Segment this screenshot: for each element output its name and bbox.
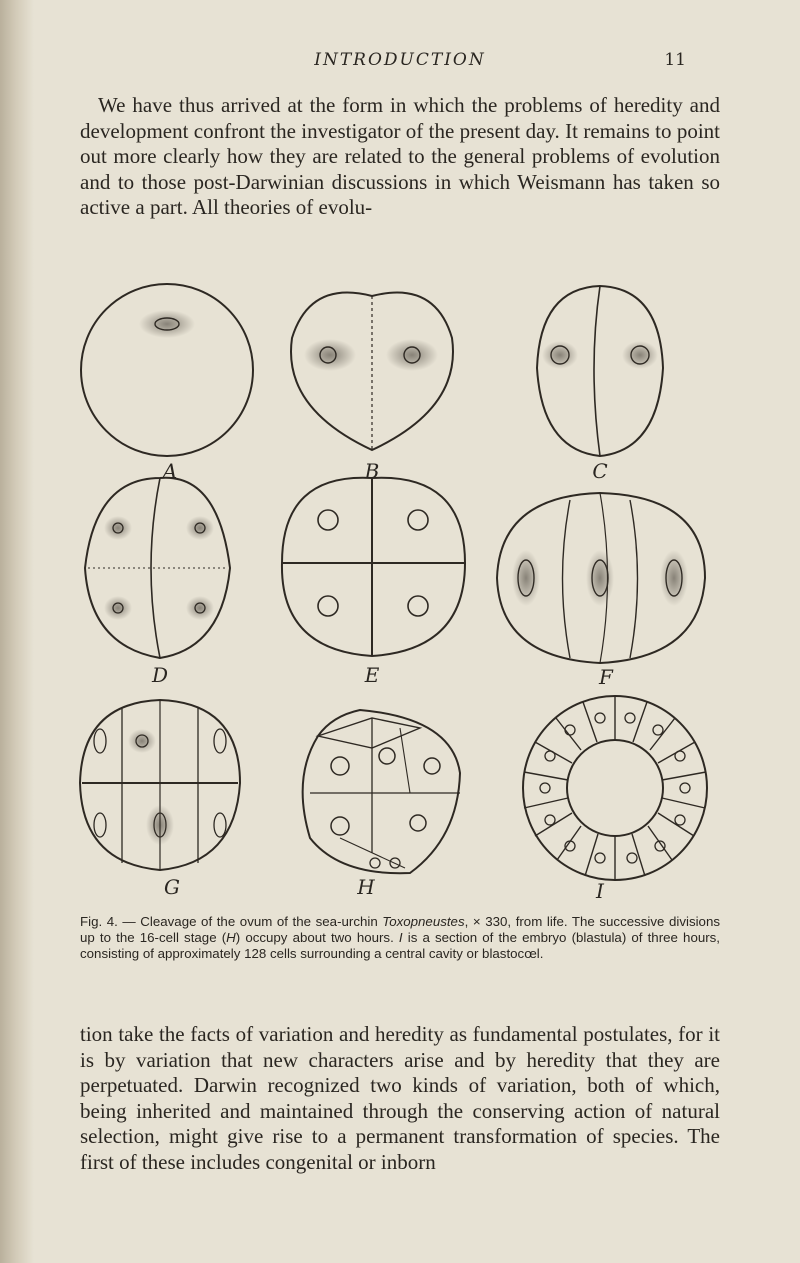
figure-caption — [80, 914, 720, 962]
panel-i-drawing — [523, 696, 707, 880]
caption-text-4: is a section of the embryo (blastula) of three hours, consisting of approximately 128 cells surrounding a central cavity or blastocœl. — [80, 930, 721, 961]
page-edge-shadow — [0, 0, 34, 1263]
caption-ref-h: H — [226, 930, 236, 945]
caption-species: Toxopneustes — [382, 914, 465, 929]
caption-text-2: , × 330, from life. The successive divisions up to the 16-cell stage ( — [80, 914, 720, 945]
panel-label-g: G — [164, 875, 180, 899]
panel-label-a: A — [162, 459, 178, 483]
panel-h-drawing — [303, 710, 460, 873]
panel-d-drawing — [85, 478, 230, 658]
panel-c-drawing — [537, 286, 663, 456]
paragraph-top: We have thus arrived at the form in which the problems of heredity and development confront the investigator of the present day. It remains to point out more clearly how they are related to the general problems of evolution and to those post-Darwinian discussions in which Weismann has taken so active a part. All theories of evolu- — [80, 93, 720, 219]
paragraph-bottom: tion take the facts of variation and heredity as fundamental postulates, for it is by variation that new characters arise and by heredity that they are perpetuated. Darwin recognized two kinds of variation, both of which, being inherited and maintained through the conserving action of natural selection, might give rise to a permanent transformation of species. The first of these includes congenital or inborn — [80, 1022, 720, 1174]
caption-text-1: — Cleavage of the ovum of the sea-urchin — [117, 914, 383, 929]
panel-label-e: E — [364, 663, 380, 687]
caption-text-3: ) occupy about two hours. — [235, 930, 399, 945]
panel-g-drawing — [80, 700, 240, 870]
panel-label-d: D — [151, 663, 169, 687]
caption-ref-i: I — [398, 930, 403, 945]
page-number: 11 — [664, 50, 686, 70]
running-header — [0, 50, 800, 80]
panel-b-drawing — [291, 293, 453, 450]
running-title: INTRODUCTION — [314, 50, 486, 70]
panel-label-f: F — [599, 665, 613, 689]
panel-label-c: C — [592, 459, 608, 483]
panel-label-b: B — [364, 459, 380, 483]
panel-e-drawing — [282, 478, 465, 656]
figure-cleavage-stages — [60, 278, 740, 908]
panel-label-i: I — [596, 879, 604, 903]
panel-a-drawing — [81, 284, 253, 456]
panel-f-drawing — [497, 493, 705, 663]
panel-label-h: H — [357, 875, 375, 899]
caption-fig-label: Fig. 4. — [80, 914, 118, 929]
cleavage-illustration — [60, 278, 740, 908]
